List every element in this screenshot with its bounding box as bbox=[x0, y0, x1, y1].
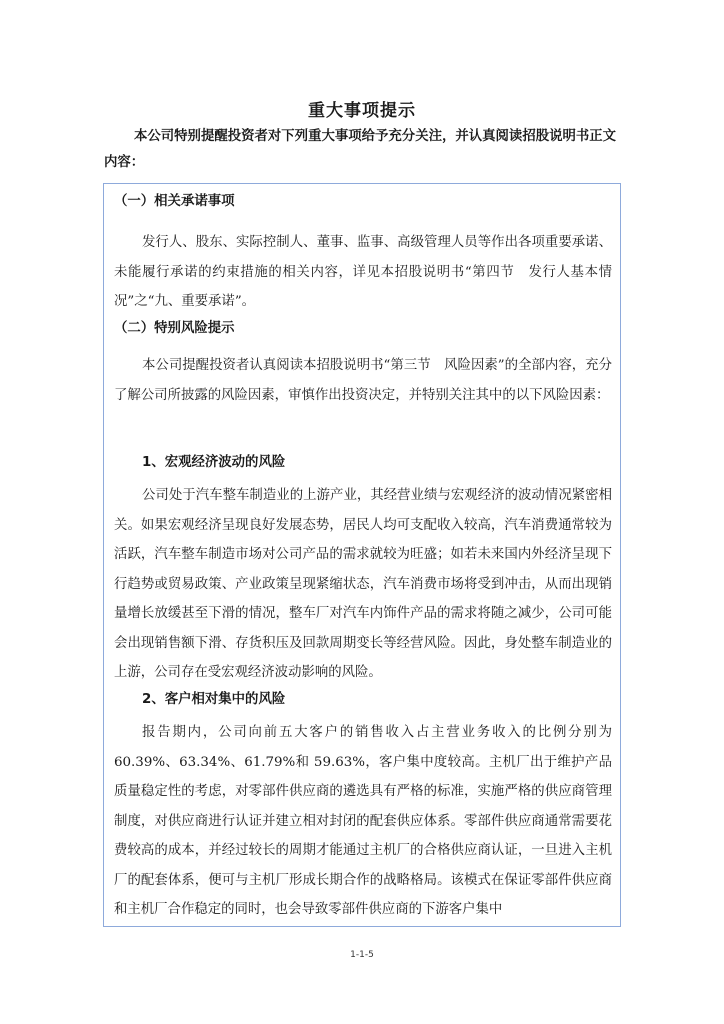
page-title: 重大事项提示 bbox=[308, 101, 416, 121]
commitments-paragraph: 发行人、股东、实际控制人、董事、监事、高级管理人员等作出各项重要承诺、未能履行承诺的约束措施的相关内容，详见本招股说明书“第四节 发行人基本情况”之“九、重要承诺”。 bbox=[114, 235, 612, 309]
risk-paragraph-macro: 公司处于汽车整车制造业的上游产业，其经营业绩与宏观经济的波动情况紧密相关。如果宏观经济呈现良好发展态势，居民人均可支配收入较高，汽车消费通常较为活跃，汽车整车制造市场对公司产品的需求就较为旺盛；如若未来国内外经济呈现下行趋势或贸易政策、产业政策呈现紧缩状态，汽车消费市场将受到冲击，从而出现销量增长放缓甚至下滑的情况，整车厂对汽车内饰件产品的需求将随之减少，公司可能会出现销售额下滑、存货积压及回款周期变长等经营风险。因此，身处整车制造业的上游，公司存在受宏观经济波动影响的风险。 bbox=[114, 488, 612, 680]
section-heading-commitments: （一）相关承诺事项 bbox=[114, 194, 235, 209]
page-number: 1-1-5 bbox=[350, 950, 374, 960]
section-heading-risks: （二）特别风险提示 bbox=[114, 321, 235, 336]
risk-paragraph-customer: 报告期内，公司向前五大客户的销售收入占主营业务收入的比例分别为60.39%、63.34%、61.79%和 59.63%，客户集中度较高。主机厂出于维护产品质量稳定性的考虑，对零部件供应商的遴选具有严格的标准，实施严格的供应商管理制度，对供应商进行认证并建立相对封闭的配套供应体系。零部件供应商通常需要花费较高的成本，并经过较长的周期才能通过主机厂的合格供应商认证，一旦进入主机厂的配套体系，便可与主机厂形成长期合作的战略格局。该模式在保证零部件供应商和主机厂合作稳定的同时，也会导致零部件供应商的下游客户集中 bbox=[114, 725, 612, 917]
risk-heading-customer: 2、客户相对集中的风险 bbox=[142, 692, 286, 707]
intro-paragraph: 本公司特别提醒投资者对下列重大事项给予充分关注，并认真阅读招股说明书正文内容： bbox=[104, 129, 617, 170]
content-box bbox=[103, 183, 621, 927]
risk-heading-macro: 1、宏观经济波动的风险 bbox=[142, 455, 286, 470]
risks-intro-paragraph: 本公司提醒投资者认真阅读本招股说明书“第三节 风险因素”的全部内容，充分了解公司所披露的风险因素，审慎作出投资决定，并特别关注其中的以下风险因素： bbox=[114, 358, 612, 403]
